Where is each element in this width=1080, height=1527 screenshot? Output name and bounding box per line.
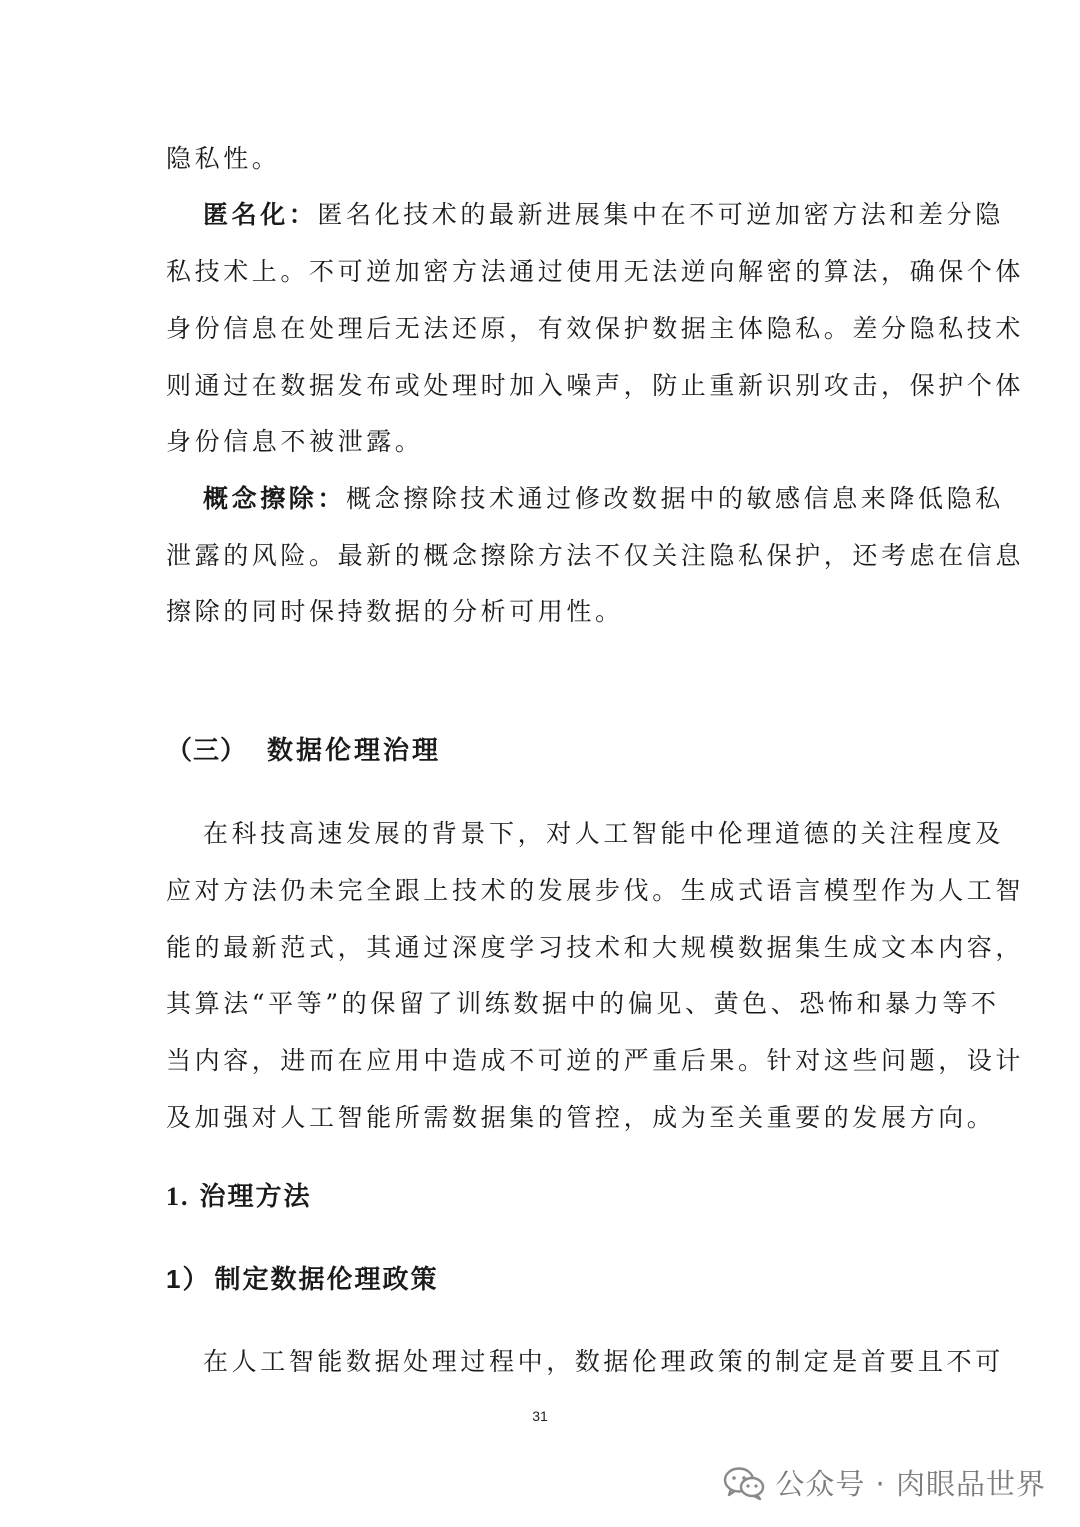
paragraph-line: 身份信息不被泄露。 [166, 427, 424, 456]
paragraph-line: 其算法“平等”的保留了训练数据中的偏见、黄色、恐怖和暴力等不 [166, 989, 1000, 1018]
subsection-number: 1. [166, 1182, 190, 1211]
paragraph-line [203, 483, 1004, 515]
paragraph-line: 身份信息在处理后无法还原，有效保护数据主体隐私。差分隐私技术 [166, 314, 1025, 343]
paragraph-line: 泄露的风险。最新的概念擦除方法不仅关注隐私保护，还考虑在信息 [166, 541, 1025, 570]
wechat-icon [723, 1466, 765, 1500]
paragraph-line: 隐私性。 [166, 144, 281, 173]
section-number: （三） [166, 736, 248, 766]
paragraph-line: 在人工智能数据处理过程中，数据伦理政策的制定是首要且不可 [203, 1347, 1004, 1376]
subsection-heading [166, 1180, 312, 1214]
paragraph-line [203, 199, 1004, 231]
paragraph-line: 私技术上。不可逆加密方法通过使用无法逆向解密的算法，确保个体 [166, 257, 1025, 286]
subsection-title: 治理方法 [199, 1182, 312, 1212]
sub-subsection-number: 1） [166, 1264, 211, 1294]
paragraph-line: 则通过在数据发布或处理时加入噪声，防止重新识别攻击，保护个体 [166, 371, 1025, 400]
paragraph-text: 匿名化技术的最新进展集中在不可逆加密方法和差分隐 [317, 200, 1004, 229]
section-heading [166, 734, 441, 768]
watermark [723, 1462, 1046, 1503]
paragraph-line: 能的最新范式，其通过深度学习技术和大规模数据集生成文本内容， [166, 933, 1025, 962]
term-label: 匿名化： [203, 200, 318, 229]
sub-subsection-heading [166, 1262, 438, 1297]
watermark-text: 公众号 · 肉眼品世界 [775, 1467, 1046, 1501]
paragraph-line: 擦除的同时保持数据的分析可用性。 [166, 597, 624, 626]
sub-subsection-title: 制定数据伦理政策 [214, 1265, 439, 1295]
paragraph-line: 在科技高速发展的背景下，对人工智能中伦理道德的关注程度及 [203, 819, 1004, 848]
section-title: 数据伦理治理 [267, 736, 442, 766]
page-number: 31 [532, 1408, 548, 1424]
paragraph-line: 应对方法仍未完全跟上技术的发展步伐。生成式语言模型作为人工智 [166, 876, 1025, 905]
paragraph-text: 概念擦除技术通过修改数据中的敏感信息来降低隐私 [346, 484, 1004, 513]
term-label: 概念擦除： [203, 484, 347, 513]
paragraph-line: 当内容，进而在应用中造成不可逆的严重后果。针对这些问题，设计 [166, 1046, 1025, 1075]
paragraph-line: 及加强对人工智能所需数据集的管控，成为至关重要的发展方向。 [166, 1103, 996, 1132]
